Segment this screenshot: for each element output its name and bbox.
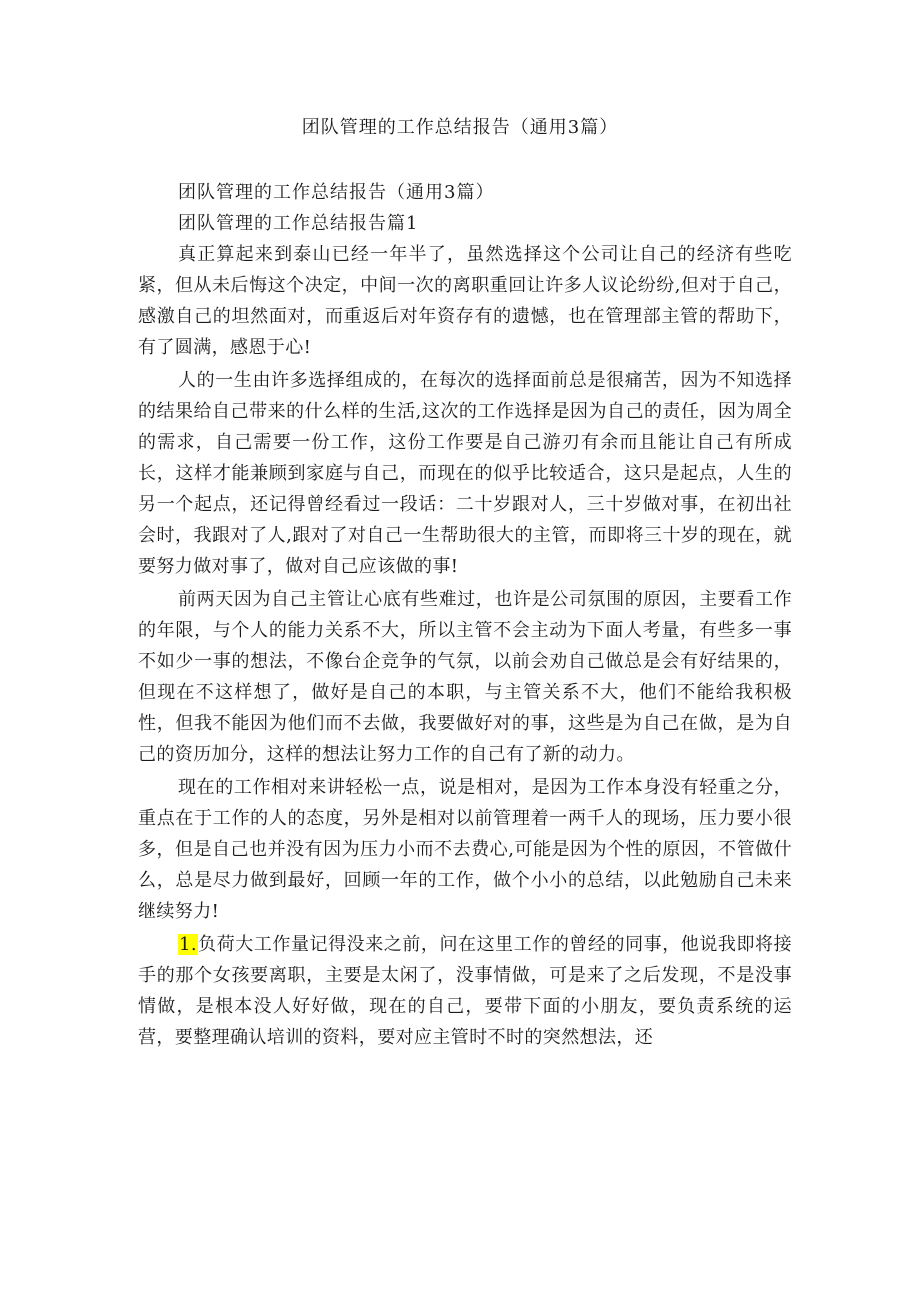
paragraph: 人的一生由许多选择组成的，在每次的选择面前总是很痛苦，因为不知选择的结果给自己带来的什么样的生活,这次的工作选择是因为自己的责任，因为周全的需求，自己需要一份工作，这份工作要是自己游刃有余而且能让自己有所成长，这样才能兼顾到家庭与自己，而现在的似乎比较适合，这只是起点，人生的另一个起点，还记得曾经看过一段话：二十岁跟对人，三十岁做对事，在初出社会时，我跟对了人,跟对了对自己一生帮助很大的主管，而即将三十岁的现在，就要努力做对事了，做对自己应该做的事! (138, 370, 792, 577)
numbered-paragraph (138, 929, 792, 1053)
document-body (138, 177, 792, 1055)
highlighted-number: 1. (179, 934, 197, 955)
document-subtitle: 团队管理的工作总结报告（通用3篇） (178, 182, 495, 203)
paragraph: 现在的工作相对来讲轻松一点，说是相对，是因为工作本身没有轻重之分，重点在于工作的人的态度，另外是相对以前管理着一两千人的现场，压力要小很多，但是自己也并没有因为压力小而不去费心,可能是因为个性的原因，不管做什么，总是尽力做到最好，回顾一年的工作，做个小小的总结，以此勉励自己未来继续努力! (138, 777, 792, 922)
document-title: 团队管理的工作总结报告（通用3篇） (301, 117, 619, 138)
paragraph: 真正算起来到泰山已经一年半了，虽然选择这个公司让自己的经济有些吃紧，但从未后悔这个决定，中间一次的离职重回让许多人议论纷纷,但对于自己，感激自己的坦然面对，而重返后对年资存有的遗憾，也在管理部主管的帮助下，有了圆满，感恩于心! (138, 244, 792, 358)
article-heading: 团队管理的工作总结报告篇1 (178, 213, 419, 234)
paragraph: 前两天因为自己主管让心底有些难过，也许是公司氛围的原因，主要看工作的年限，与个人的能力关系不大，所以主管不会主动为下面人考量，有些多一事不如少一事的想法，不像台企竞争的气氛，以前会劝自己做总是会有好结果的，但现在不这样想了，做好是自己的本职，与主管关系不大，他们不能给我积极性，但我不能因为他们而不去做，我要做好对的事，这些是为自己在做，是为自己的资历加分，这样的想法让努力工作的自己有了新的动力。 (138, 589, 792, 765)
numbered-paragraph-text: 负荷大工作量记得没来之前，问在这里工作的曾经的同事，他说我即将接手的那个女孩要离职，主要是太闲了，没事情做，可是来了之后发现，不是没事情做，是根本没人好好做，现在的自己，要带下面的小朋友，要负责系统的运营，要整理确认培训的资料，要对应主管时不时的突然想法，还 (138, 934, 792, 1048)
